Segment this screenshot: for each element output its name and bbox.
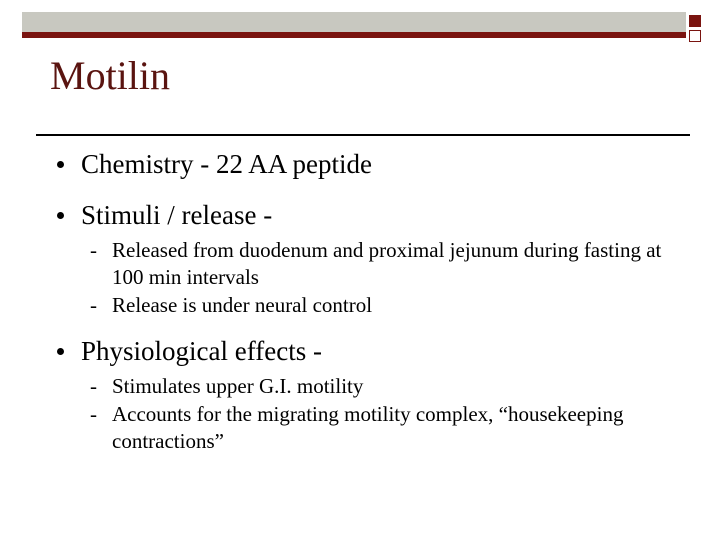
sub-dash: -: [90, 374, 97, 398]
header-bar: [22, 12, 686, 32]
bullet-chemistry: [57, 148, 372, 180]
sub-dash: -: [90, 238, 97, 262]
title-divider: [36, 134, 690, 136]
corner-square-outline: [689, 30, 701, 42]
header-accent-line: [22, 32, 686, 38]
bullet-text: Physiological effects -: [81, 336, 322, 366]
corner-square-filled: [689, 15, 701, 27]
sub-dash: -: [90, 293, 97, 317]
sub-text: Released from duodenum and proximal jejunum during fasting at 100 min intervals: [112, 238, 662, 289]
bullet-text: Stimuli / release -: [81, 200, 273, 230]
bullet-stimuli: [57, 199, 272, 231]
sub-text: Accounts for the migrating motility complex, “housekeeping contractions”: [112, 402, 624, 453]
subitem-released: [90, 237, 672, 291]
bullet-physiological: [57, 335, 322, 367]
slide-title: Motilin: [50, 53, 171, 98]
subitem-neural-control: [90, 292, 672, 319]
sub-dash: -: [90, 402, 97, 426]
subitem-stimulates: [90, 373, 672, 400]
bullet-dot: [57, 161, 64, 168]
bullet-dot: [57, 348, 64, 355]
subitem-migrating-complex: [90, 401, 672, 455]
sub-text: Stimulates upper G.I. motility: [112, 374, 364, 398]
sub-text: Release is under neural control: [112, 293, 373, 317]
bullet-dot: [57, 212, 64, 219]
bullet-text: Chemistry - 22 AA peptide: [81, 149, 372, 179]
